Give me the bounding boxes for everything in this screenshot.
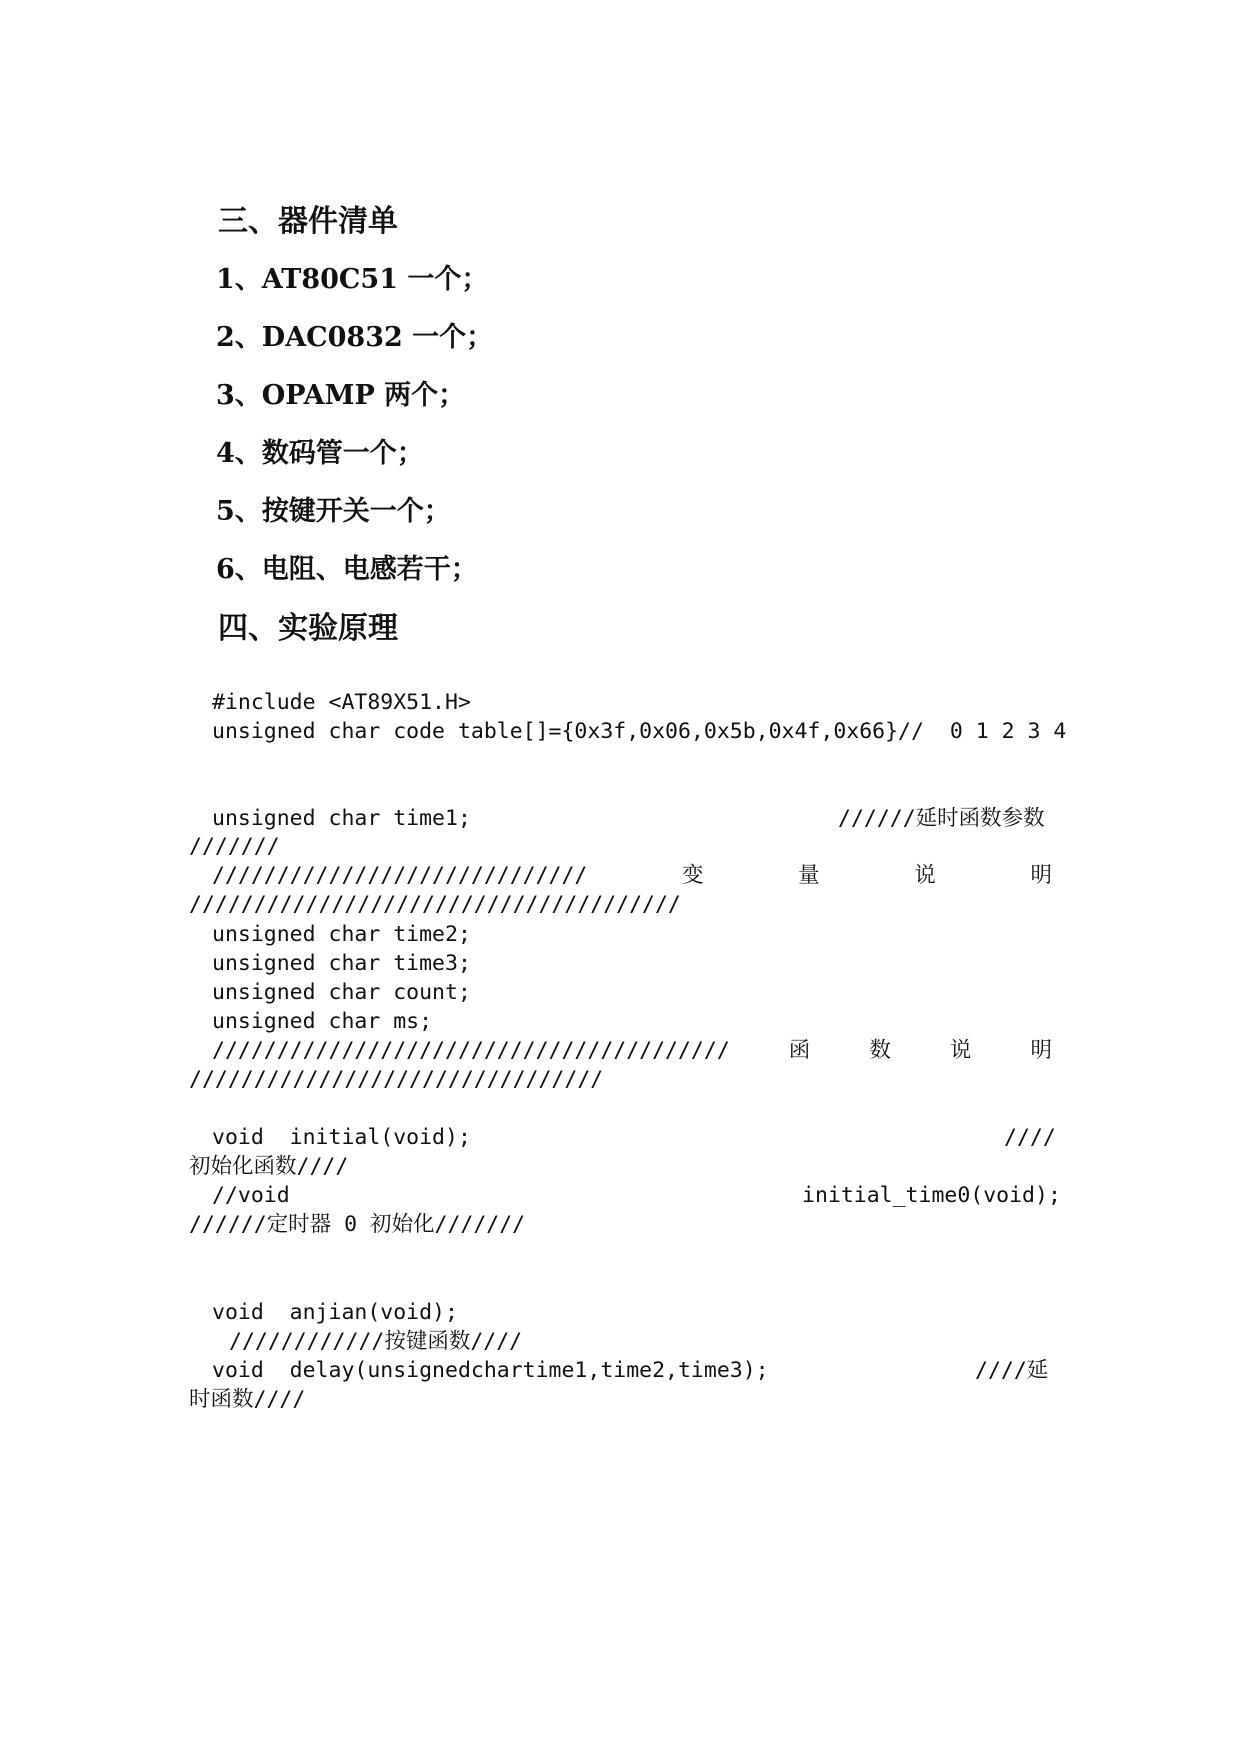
code-line-time3: unsigned char time3;: [212, 951, 471, 976]
variables-banner-word-3: 说: [914, 863, 936, 888]
functions-banner-word-2: 数: [869, 1038, 891, 1063]
code-line-time1: unsigned char time1;: [212, 806, 471, 831]
variables-banner-word-4: 明: [1030, 863, 1052, 888]
code-comment-delay-wrap: 时函数////: [189, 1387, 306, 1412]
code-comment-initial: ////: [1004, 1125, 1056, 1150]
code-comment-time0: //////定时器 0 初始化///////: [189, 1212, 526, 1237]
component-item-3: 3、OPAMP 两个；: [216, 380, 466, 411]
functions-banner-tail: ////////////////////////////////: [189, 1067, 604, 1092]
functions-banner-word-1: 函: [788, 1038, 811, 1063]
code-comment-initial-wrap: 初始化函数////: [189, 1154, 349, 1179]
variables-banner-tail: //////////////////////////////////////: [189, 892, 681, 917]
section-4-heading: 四、实验原理: [218, 611, 398, 646]
code-line-initial: void initial(void);: [212, 1125, 471, 1150]
component-item-1: 1、AT80C51 一个；: [216, 264, 489, 295]
component-item-2: 2、DAC0832 一个；: [216, 322, 494, 353]
component-item-6: 6、电阻、电感若干；: [216, 554, 478, 585]
component-item-5: 5、按键开关一个；: [216, 496, 451, 527]
variables-banner-slashes: /////////////////////////////: [212, 863, 588, 888]
variables-banner-word-2: 量: [798, 863, 820, 888]
code-line-time0-comment: //void: [212, 1183, 290, 1208]
functions-banner-slashes: ////////////////////////////////////////: [212, 1038, 730, 1063]
code-comment-time1: //////延时函数参数: [838, 806, 1045, 831]
variables-banner: [212, 862, 1052, 890]
section-3-heading: 三、器件清单: [218, 204, 398, 239]
code-line-time2: unsigned char time2;: [212, 922, 471, 947]
functions-banner-word-3: 说: [949, 1038, 972, 1063]
code-comment-delay: ////延: [975, 1358, 1049, 1383]
code-line-ms: unsigned char ms;: [212, 1009, 433, 1034]
code-line-time0-func: initial_time0(void);: [802, 1183, 1061, 1208]
variables-banner-word-1: 变: [682, 863, 704, 888]
code-line-include: #include <AT89X51.H>: [212, 690, 471, 715]
code-comment-anjian: ////////////按键函数////: [229, 1329, 523, 1354]
component-item-4: 4、数码管一个；: [216, 438, 424, 469]
code-comment-time1-wrap: ///////: [189, 834, 280, 859]
functions-banner-word-4: 明: [1030, 1038, 1052, 1063]
functions-banner: [212, 1037, 1052, 1065]
code-line-table: unsigned char code table[]={0x3f,0x06,0x5b,0x4f,0x66}// 0 1 2 3 4: [212, 719, 1067, 744]
code-line-count: unsigned char count;: [212, 980, 471, 1005]
code-line-anjian: void anjian(void);: [212, 1300, 458, 1325]
code-line-delay: void delay(unsignedchartime1,time2,time3);: [212, 1358, 769, 1383]
